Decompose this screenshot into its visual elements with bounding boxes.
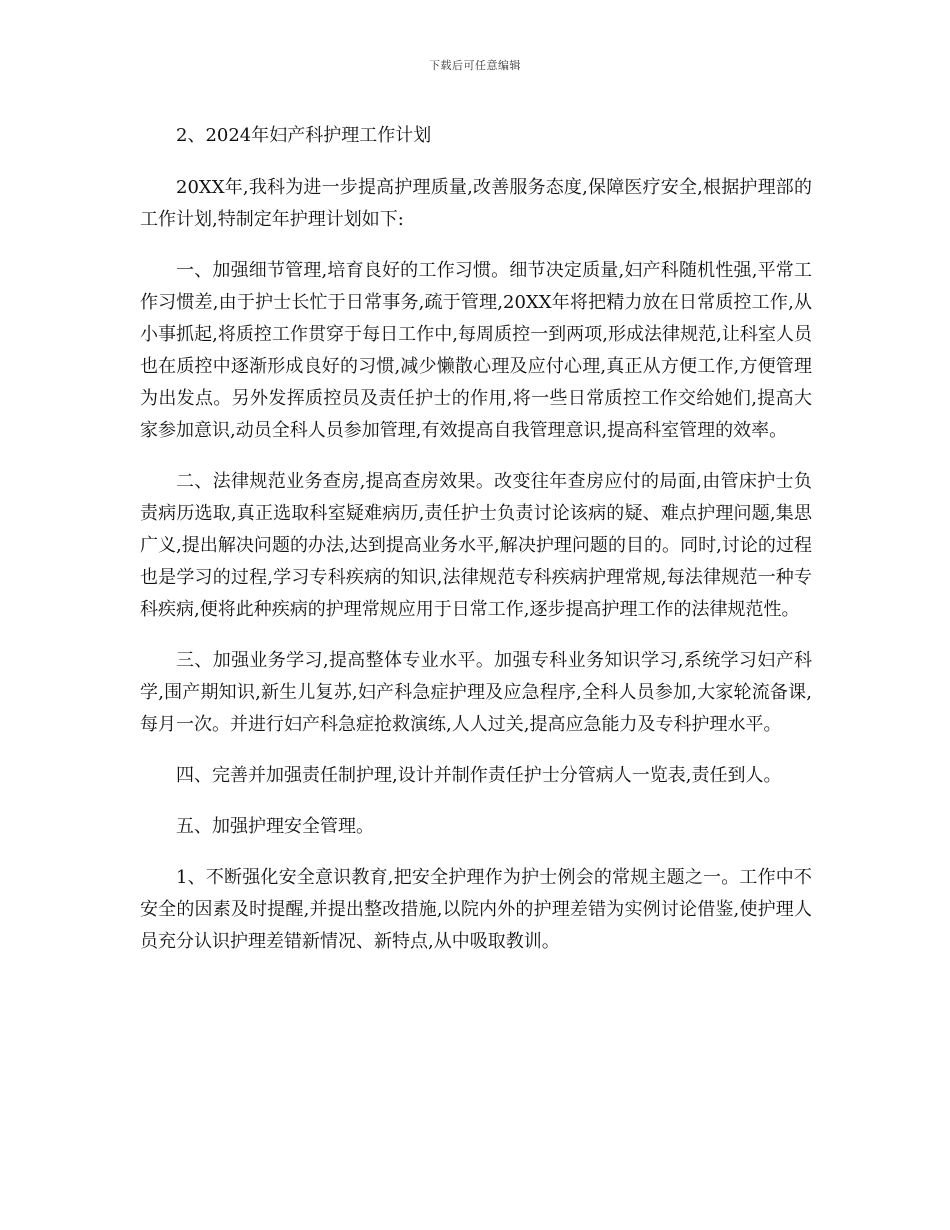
document-body — [140, 120, 812, 977]
paragraph-intro: 20XX年,我科为进一步提高护理质量,改善服务态度,保障医疗安全,根据护理部的工作计划,特制定年护理计划如下: — [140, 177, 812, 230]
paragraph-section-1: 一、加强细节管理,培育良好的工作习惯。细节决定质量,妇产科随机性强,平常工作习惯差,由于护士长忙于日常事务,疏于管理,20XX年将把精力放在日常质控工作,从小事抓起,将质控工作贯穿于每日工作中,每周质控一到两项,形成法律规范,让科室人员也在质控中逐渐形成良好的习惯,减少懒散心理及应付心理,真正从方便工作,方便管理为出发点。另外发挥质控员及责任护士的作用,将一些日常质控工作交给她们,提高大家参加意识,动员全科人员参加管理,有效提高自我管理意识,提高科室管理的效率。 — [140, 260, 812, 441]
page-header: 下载后可任意编辑 — [429, 59, 521, 72]
paragraph-section-4: 四、完善并加强责任制护理,设计并制作责任护士分管病人一览表,责任到人。 — [176, 765, 782, 786]
paragraph-section-5: 五、加强护理安全管理。 — [176, 816, 374, 837]
paragraph-section-2: 二、法律规范业务查房,提高查房效果。改变往年查房应付的局面,由管床护士负责病历选取,真正选取科室疑难病历,责任护士负责讨论该病的疑、难点护理问题,集思广义,提出解决问题的办法,达到提高业务水平,解决护理问题的目的。同时,讨论的过程也是学习的过程,学习专科疾病的知识,法律规范专科疾病护理常规,每法律规范一种专科疾病,便将此种疾病的护理常规应用于日常工作,逐步提高护理工作的法律规范性。 — [140, 471, 812, 620]
paragraph-section-3: 三、加强业务学习,提高整体专业水平。加强专科业务知识学习,系统学习妇产科学,围产期知识,新生儿复苏,妇产科急症护理及应急程序,全科人员参加,大家轮流备课,每月一次。并进行妇产科急症抢救演练,人人过关,提高应急能力及专科护理水平。 — [140, 650, 812, 735]
paragraph-section-5-item-1: 1、不断强化安全意识教育,把安全护理作为护士例会的常规主题之一。工作中不安全的因素及时提醒,并提出整改措施,以院内外的护理差错为实例讨论借鉴,使护理人员充分认识护理差错新情况、新特点,从中吸取教训。 — [140, 867, 812, 952]
document-title: 2、2024年妇产科护理工作计划 — [176, 125, 432, 146]
